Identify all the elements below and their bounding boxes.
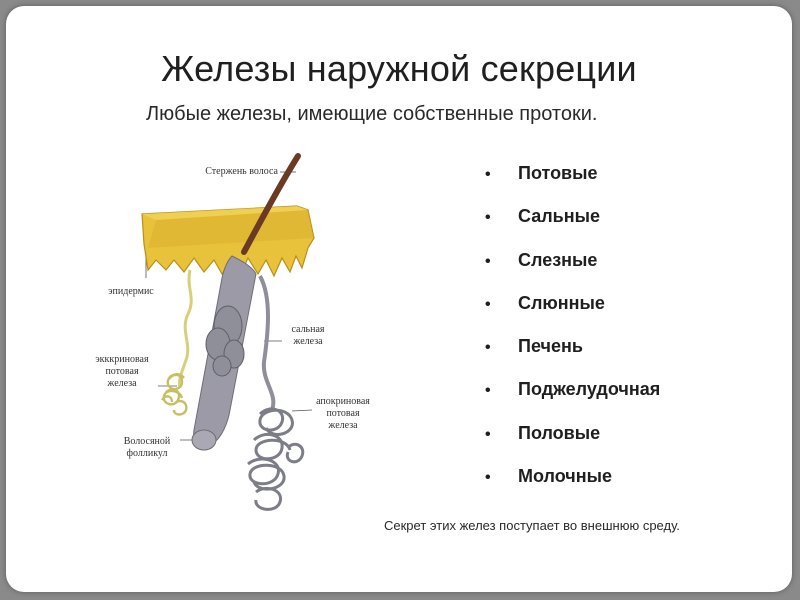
label-hair-follicle bbox=[112, 436, 182, 460]
diagram-svg bbox=[82, 148, 382, 548]
gland-list bbox=[476, 152, 660, 498]
label-apocrine-line-3: железа bbox=[328, 420, 358, 431]
eccrine-duct bbox=[179, 270, 191, 388]
label-epidermis: эпидермис bbox=[108, 286, 154, 297]
slide-subtitle: Любые железы, имеющие собственные протоки. bbox=[146, 103, 598, 125]
gland-list-item-label: Печень bbox=[518, 336, 583, 357]
gland-list-item bbox=[476, 152, 660, 195]
bullet-icon: • bbox=[485, 252, 491, 270]
gland-list-item bbox=[476, 368, 660, 411]
label-apocrine-line-2: потовая bbox=[326, 408, 360, 419]
gland-list-item bbox=[476, 412, 660, 455]
label-follicle-line-1: Волосяной bbox=[123, 436, 171, 447]
bullet-icon: • bbox=[485, 382, 491, 400]
apocrine-coil bbox=[248, 409, 303, 509]
apocrine-duct bbox=[260, 276, 273, 410]
label-sebaceous-line-2: железа bbox=[293, 336, 323, 347]
label-eccrine-gland bbox=[82, 354, 162, 390]
gland-list-item-label: Молочные bbox=[518, 466, 612, 487]
label-follicle-line-2: фолликул bbox=[126, 448, 168, 459]
bullet-icon: • bbox=[485, 469, 491, 487]
gland-list-item-label: Половые bbox=[518, 422, 601, 443]
bullet-icon: • bbox=[485, 209, 491, 227]
label-sebaceous-gland bbox=[278, 324, 338, 348]
gland-list-item bbox=[476, 195, 660, 238]
gland-list-item bbox=[476, 282, 660, 325]
gland-list-item-label: Потовые bbox=[518, 163, 598, 183]
label-eccrine-line-2: потовая bbox=[105, 366, 139, 377]
follicle-bulb bbox=[192, 430, 216, 450]
gland-list-item-label: Слезные bbox=[518, 249, 598, 270]
gland-list-item bbox=[476, 325, 660, 368]
gland-list-item bbox=[476, 455, 660, 498]
label-eccrine-line-3: железа bbox=[107, 378, 137, 389]
bullet-icon: • bbox=[485, 166, 491, 183]
bullet-icon: • bbox=[485, 425, 491, 443]
bullet-icon: • bbox=[485, 339, 491, 357]
eccrine-coil bbox=[162, 374, 186, 414]
slide-title: Железы наружной секреции bbox=[161, 48, 637, 89]
gland-list-item-label: Сальные bbox=[518, 206, 600, 227]
label-apocrine-gland bbox=[308, 396, 378, 432]
skin-glands-diagram bbox=[82, 148, 382, 548]
gland-list-item-label: Слюнные bbox=[518, 292, 605, 313]
footnote: Секрет этих желез поступает во внешнюю среду. bbox=[384, 518, 680, 533]
gland-list-item bbox=[476, 239, 660, 282]
gland-list-item-label: Поджелудочная bbox=[518, 379, 661, 400]
label-eccrine-line-1: экккриновая bbox=[95, 354, 149, 365]
label-apocrine-line-1: апокриновая bbox=[316, 396, 370, 407]
label-sebaceous-line-1: сальная bbox=[291, 324, 325, 335]
bullet-icon: • bbox=[485, 295, 491, 313]
slide bbox=[6, 6, 792, 592]
label-hair-shaft: Стержень волоса bbox=[205, 166, 278, 177]
